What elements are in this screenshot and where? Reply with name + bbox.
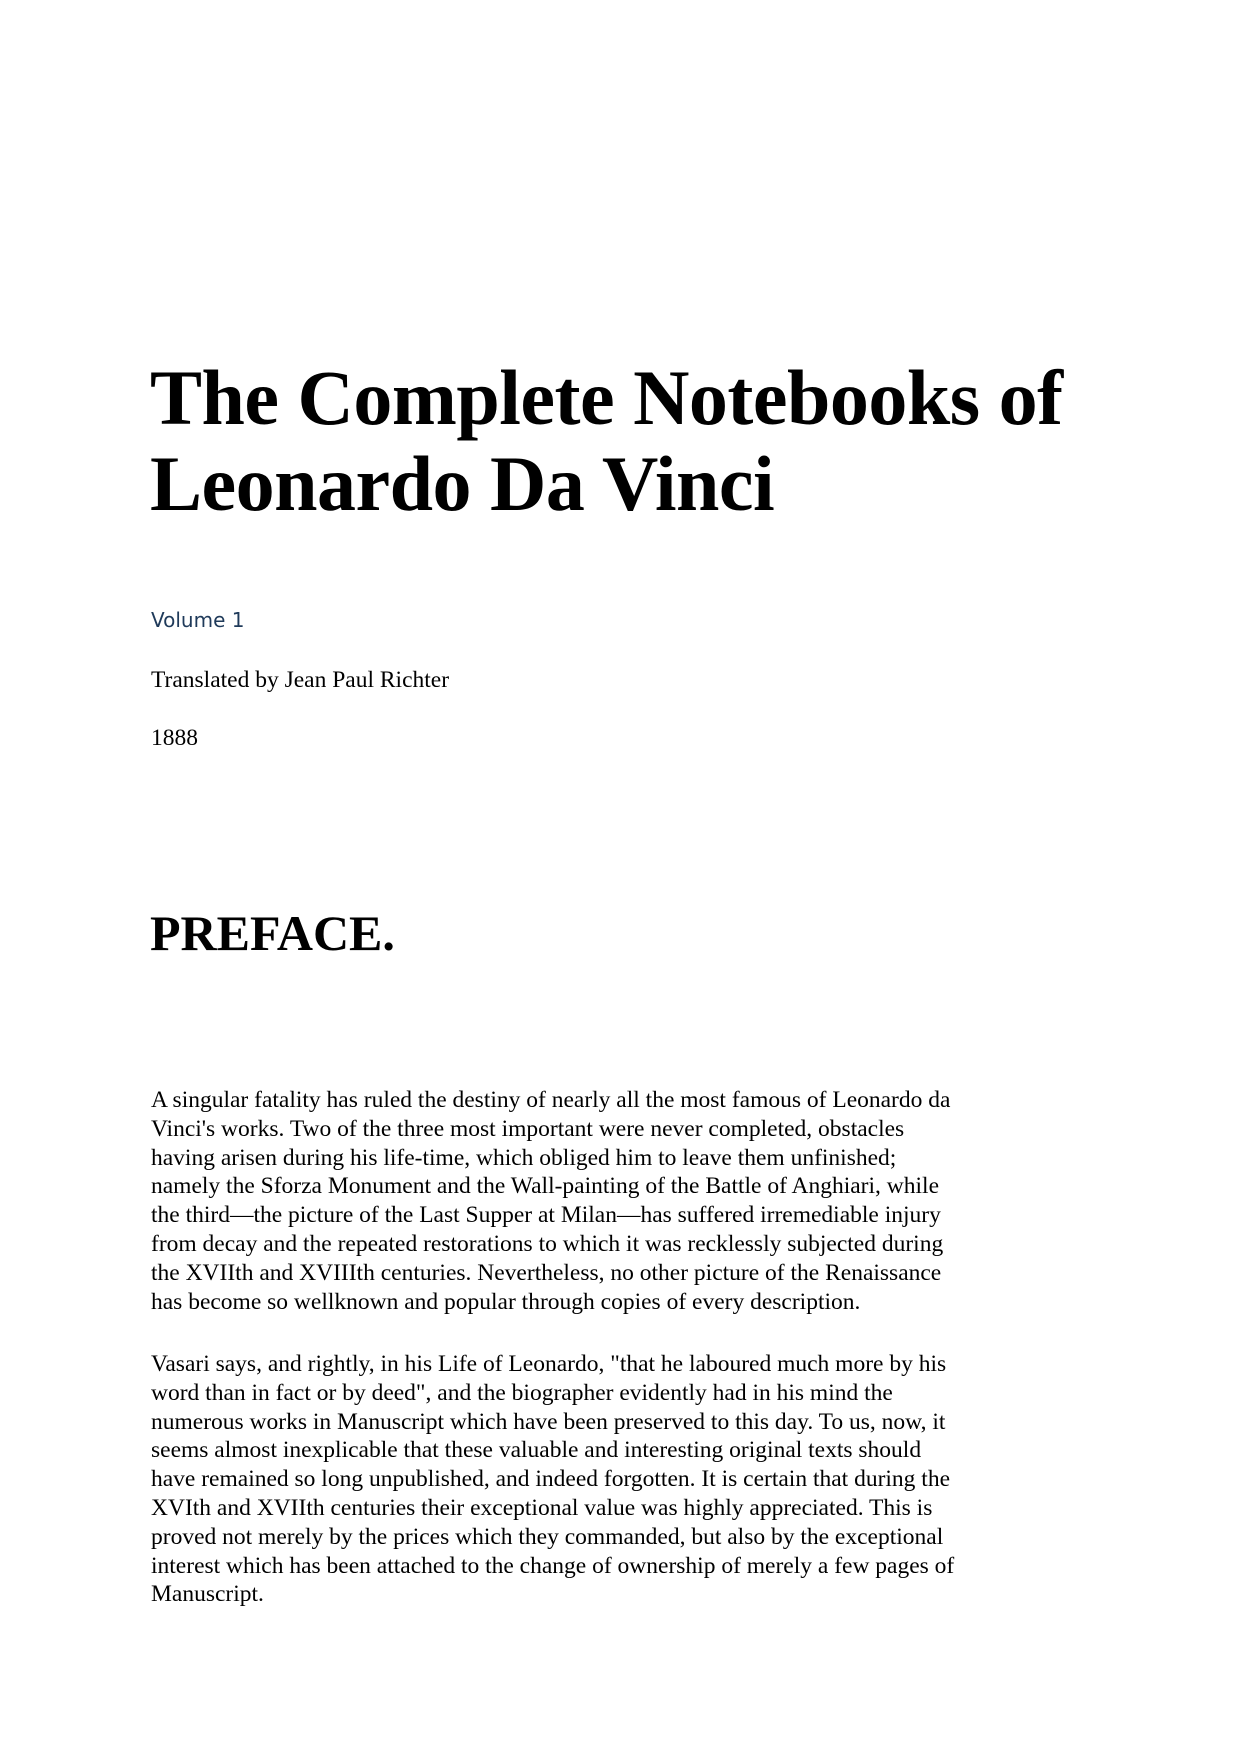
translator-credit: Translated by Jean Paul Richter — [151, 667, 450, 693]
paragraph-line: word than in fact or by deed", and the biographer evidently had in his mind the — [151, 1379, 893, 1406]
document-title — [150, 355, 1110, 527]
preface-heading: PREFACE. — [150, 905, 395, 961]
preface-paragraph-1 — [151, 1086, 1021, 1316]
paragraph-line: from decay and the repeated restorations to which it was recklessly subjected during — [151, 1230, 944, 1257]
paragraph-line: have remained so long unpublished, and indeed forgotten. It is certain that during the — [151, 1466, 951, 1493]
paragraph-line: has become so wellknown and popular through copies of every description. — [151, 1288, 861, 1315]
paragraph-line: interest which has been attached to the change of ownership of merely a few pages of — [151, 1552, 955, 1579]
paragraph-line: seems almost inexplicable that these valuable and interesting original texts should — [151, 1437, 922, 1464]
paragraph-line: the XVIIth and XVIIIth centuries. Nevertheless, no other picture of the Renaissance — [151, 1259, 942, 1286]
paragraph-line: A singular fatality has ruled the destiny of nearly all the most famous of Leonardo da — [151, 1087, 951, 1113]
publication-year: 1888 — [151, 725, 198, 751]
paragraph-line: Vinci's works. Two of the three most important were never completed, obstacles — [151, 1115, 905, 1142]
paragraph-line: namely the Sforza Monument and the Wall-painting of the Battle of Anghiari, while — [151, 1173, 939, 1200]
paragraph-line: having arisen during his life-time, which obliged him to leave them unfinished; — [151, 1144, 897, 1171]
paragraph-line: the third—the picture of the Last Supper at Milan—has suffered irremediable injury — [151, 1202, 941, 1229]
paragraph-line: numerous works in Manuscript which have been preserved to this day. To us, now, it — [151, 1408, 946, 1435]
title-line-1: The Complete Notebooks of — [150, 354, 1063, 441]
title-line-2: Leonardo Da Vinci — [150, 440, 775, 527]
paragraph-line: XVIth and XVIIth centuries their exceptional value was highly appreciated. This is — [151, 1494, 933, 1521]
volume-label: Volume 1 — [151, 608, 245, 632]
paragraph-line: Manuscript. — [151, 1581, 264, 1608]
paragraph-line: proved not merely by the prices which they commanded, but also by the exceptional — [151, 1523, 944, 1550]
preface-paragraph-2 — [151, 1350, 1021, 1609]
paragraph-line: Vasari says, and rightly, in his Life of Leonardo, "that he laboured much more by his — [151, 1351, 947, 1377]
